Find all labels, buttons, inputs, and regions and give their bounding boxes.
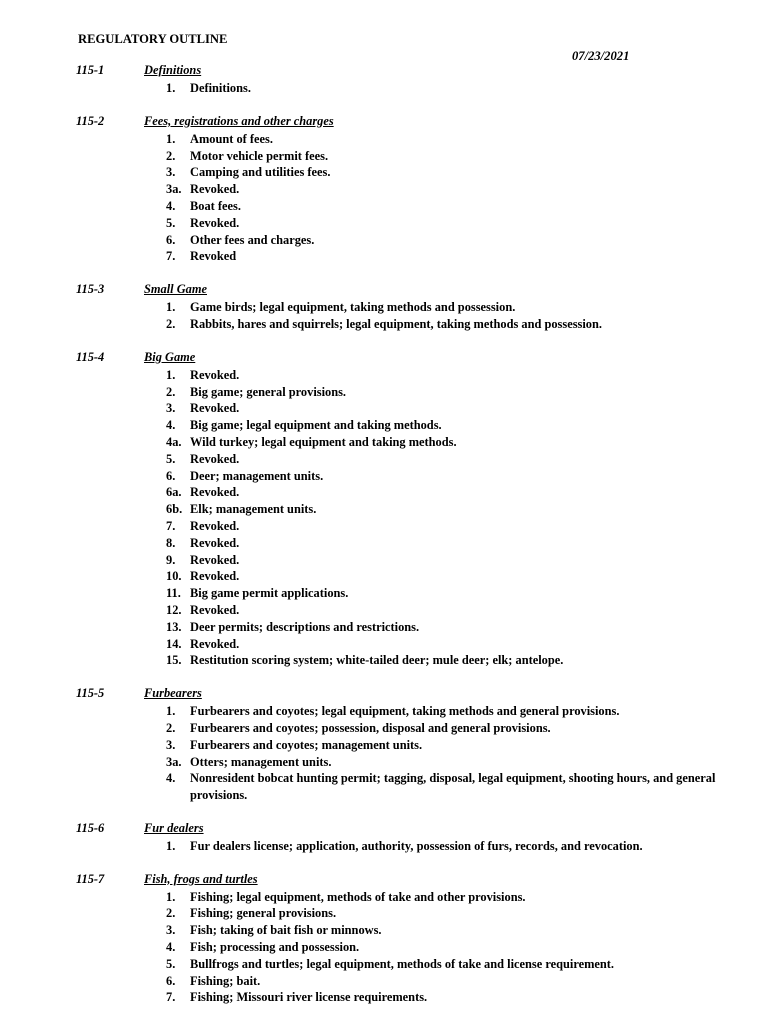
outline-section xyxy=(0,821,770,855)
item-text: Other fees and charges. xyxy=(190,232,315,247)
list-item xyxy=(0,585,770,602)
item-number: 10. xyxy=(166,569,182,584)
item-number: 8. xyxy=(166,535,176,550)
list-item xyxy=(0,973,770,990)
item-text: Revoked xyxy=(190,249,237,264)
item-text: Big game permit applications. xyxy=(190,586,349,601)
list-item xyxy=(0,889,770,906)
section-item-list xyxy=(0,889,770,1007)
item-number: 1. xyxy=(166,704,176,719)
item-number: 4. xyxy=(166,198,176,213)
list-item xyxy=(0,552,770,569)
item-number: 14. xyxy=(166,636,182,651)
list-item xyxy=(0,518,770,535)
list-item xyxy=(0,535,770,552)
list-item xyxy=(0,164,770,181)
item-text: Fishing; Missouri river license requirements. xyxy=(190,990,428,1005)
item-number: 4a. xyxy=(166,434,182,449)
item-text: Fishing; legal equipment, methods of take and other provisions. xyxy=(190,889,526,904)
item-number: 3a. xyxy=(166,754,182,769)
list-item xyxy=(0,148,770,165)
list-item xyxy=(0,400,770,417)
item-text: Revoked. xyxy=(190,535,240,550)
list-item xyxy=(0,568,770,585)
item-text: Big game; legal equipment and taking methods. xyxy=(190,418,442,433)
list-item xyxy=(0,939,770,956)
list-item xyxy=(0,181,770,198)
outline-section xyxy=(0,114,770,265)
item-text: Camping and utilities fees. xyxy=(190,165,331,180)
item-text: Game birds; legal equipment, taking methods and possession. xyxy=(190,300,516,315)
item-text: Boat fees. xyxy=(190,198,241,213)
list-item xyxy=(0,720,770,737)
item-number: 3a. xyxy=(166,182,182,197)
item-number: 12. xyxy=(166,602,182,617)
list-item xyxy=(0,619,770,636)
list-item xyxy=(0,905,770,922)
list-item xyxy=(0,434,770,451)
item-text: Furbearers and coyotes; management units. xyxy=(190,737,423,752)
list-item xyxy=(0,989,770,1006)
section-number: 115-4 xyxy=(76,349,105,364)
item-text: Motor vehicle permit fees. xyxy=(190,148,329,163)
item-text: Fishing; bait. xyxy=(190,973,261,988)
outline-section xyxy=(0,282,770,333)
item-text: Restitution scoring system; white-tailed deer; mule deer; elk; antelope. xyxy=(190,653,564,668)
document-date: 07/23/2021 xyxy=(572,49,630,63)
section-header xyxy=(0,872,770,889)
item-text: Fishing; general provisions. xyxy=(190,906,337,921)
item-text: Deer; management units. xyxy=(190,468,324,483)
section-header xyxy=(0,114,770,131)
list-item xyxy=(0,468,770,485)
item-number: 6. xyxy=(166,973,176,988)
section-title: Small Game xyxy=(144,282,207,297)
outline-section xyxy=(0,686,770,804)
item-text: Revoked. xyxy=(190,569,240,584)
outline-sections xyxy=(0,63,770,1023)
item-text: Rabbits, hares and squirrels; legal equipment, taking methods and possession. xyxy=(190,316,602,331)
item-number: 1. xyxy=(166,367,176,382)
section-title: Fish, frogs and turtles xyxy=(144,871,258,886)
item-number: 15. xyxy=(166,653,182,668)
list-item xyxy=(0,299,770,316)
list-item xyxy=(0,770,770,804)
section-header xyxy=(0,350,770,367)
item-number: 3. xyxy=(166,165,176,180)
section-header xyxy=(0,821,770,838)
item-text: Revoked. xyxy=(190,485,240,500)
item-text: Revoked. xyxy=(190,602,240,617)
list-item xyxy=(0,737,770,754)
item-number: 2. xyxy=(166,906,176,921)
item-number: 5. xyxy=(166,451,176,466)
list-item xyxy=(0,232,770,249)
list-item xyxy=(0,703,770,720)
item-number: 5. xyxy=(166,215,176,230)
list-item xyxy=(0,501,770,518)
list-item xyxy=(0,367,770,384)
item-number: 3. xyxy=(166,737,176,752)
item-text: Bullfrogs and turtles; legal equipment, methods of take and license requirement. xyxy=(190,956,615,971)
item-number: 4. xyxy=(166,418,176,433)
list-item xyxy=(0,384,770,401)
list-item xyxy=(0,636,770,653)
item-text: Revoked. xyxy=(190,367,240,382)
item-text: Revoked. xyxy=(190,182,240,197)
item-number: 7. xyxy=(166,249,176,264)
list-item xyxy=(0,215,770,232)
section-header xyxy=(0,686,770,703)
list-item xyxy=(0,838,770,855)
item-text: Furbearers and coyotes; possession, disposal and general provisions. xyxy=(190,720,551,735)
item-number: 3. xyxy=(166,923,176,938)
item-text: Otters; management units. xyxy=(190,754,332,769)
item-number: 1. xyxy=(166,889,176,904)
section-header xyxy=(0,63,770,80)
list-item xyxy=(0,417,770,434)
item-number: 4. xyxy=(166,771,176,786)
item-number: 2. xyxy=(166,720,176,735)
item-number: 6a. xyxy=(166,485,182,500)
section-number: 115-1 xyxy=(76,63,105,77)
section-item-list xyxy=(0,838,770,855)
section-title: Definitions xyxy=(144,63,202,77)
section-item-list xyxy=(0,703,770,804)
item-text: Revoked. xyxy=(190,451,240,466)
item-text: Revoked. xyxy=(190,552,240,567)
item-number: 4. xyxy=(166,940,176,955)
section-number: 115-3 xyxy=(76,282,105,297)
item-text: Revoked. xyxy=(190,401,240,416)
section-title: Furbearers xyxy=(144,686,202,701)
item-text: Big game; general provisions. xyxy=(190,384,347,399)
item-number: 1. xyxy=(166,81,176,95)
list-item xyxy=(0,602,770,619)
list-item xyxy=(0,198,770,215)
item-number: 6. xyxy=(166,232,176,247)
outline-section xyxy=(0,350,770,669)
section-number: 115-5 xyxy=(76,686,105,701)
item-text: Revoked. xyxy=(190,518,240,533)
item-number: 1. xyxy=(166,131,176,146)
list-item xyxy=(0,956,770,973)
item-number: 1. xyxy=(166,300,176,315)
item-text: Wild turkey; legal equipment and taking methods. xyxy=(190,434,457,449)
item-text: Definitions. xyxy=(190,81,251,95)
list-item xyxy=(0,754,770,771)
item-text: Elk; management units. xyxy=(190,502,317,517)
item-text: Furbearers and coyotes; legal equipment, taking methods and general provisions. xyxy=(190,704,620,719)
item-text: Deer permits; descriptions and restrictions. xyxy=(190,619,420,634)
section-item-list xyxy=(0,80,770,97)
item-number: 9. xyxy=(166,552,176,567)
list-item xyxy=(0,316,770,333)
list-item xyxy=(0,248,770,265)
item-text: Fish; taking of bait fish or minnows. xyxy=(190,923,382,938)
item-text: Fur dealers license; application, authority, possession of furs, records, and revocation. xyxy=(190,838,643,853)
item-number: 7. xyxy=(166,518,176,533)
section-title: Fur dealers xyxy=(144,820,204,835)
section-item-list xyxy=(0,299,770,333)
section-title: Fees, registrations and other charges xyxy=(144,113,334,128)
outline-section xyxy=(0,63,770,97)
section-number: 115-2 xyxy=(76,113,105,128)
item-number: 3. xyxy=(166,401,176,416)
item-number: 6. xyxy=(166,468,176,483)
item-number: 2. xyxy=(166,316,176,331)
item-text: Amount of fees. xyxy=(190,131,273,146)
section-number: 115-6 xyxy=(76,820,105,835)
outline-section xyxy=(0,872,770,1007)
list-item xyxy=(0,131,770,148)
section-item-list xyxy=(0,367,770,669)
document-title: REGULATORY OUTLINE xyxy=(78,32,228,46)
item-text: Fish; processing and possession. xyxy=(190,940,360,955)
item-number: 13. xyxy=(166,619,182,634)
section-header xyxy=(0,282,770,299)
item-text: Nonresident bobcat hunting permit; tagging, disposal, legal equipment, shooting hours, and general provisions. xyxy=(190,771,716,803)
item-number: 2. xyxy=(166,384,176,399)
item-number: 2. xyxy=(166,148,176,163)
item-number: 6b. xyxy=(166,502,183,517)
list-item xyxy=(0,451,770,468)
section-title: Big Game xyxy=(144,349,196,364)
list-item xyxy=(0,484,770,501)
item-number: 7. xyxy=(166,990,176,1005)
list-item xyxy=(0,922,770,939)
section-number: 115-7 xyxy=(76,871,105,886)
list-item xyxy=(0,80,770,97)
section-item-list xyxy=(0,131,770,265)
item-number: 5. xyxy=(166,956,176,971)
list-item xyxy=(0,652,770,669)
item-text: Revoked. xyxy=(190,636,240,651)
item-number: 1. xyxy=(166,838,176,853)
item-text: Revoked. xyxy=(190,215,240,230)
item-number: 11. xyxy=(166,586,181,601)
